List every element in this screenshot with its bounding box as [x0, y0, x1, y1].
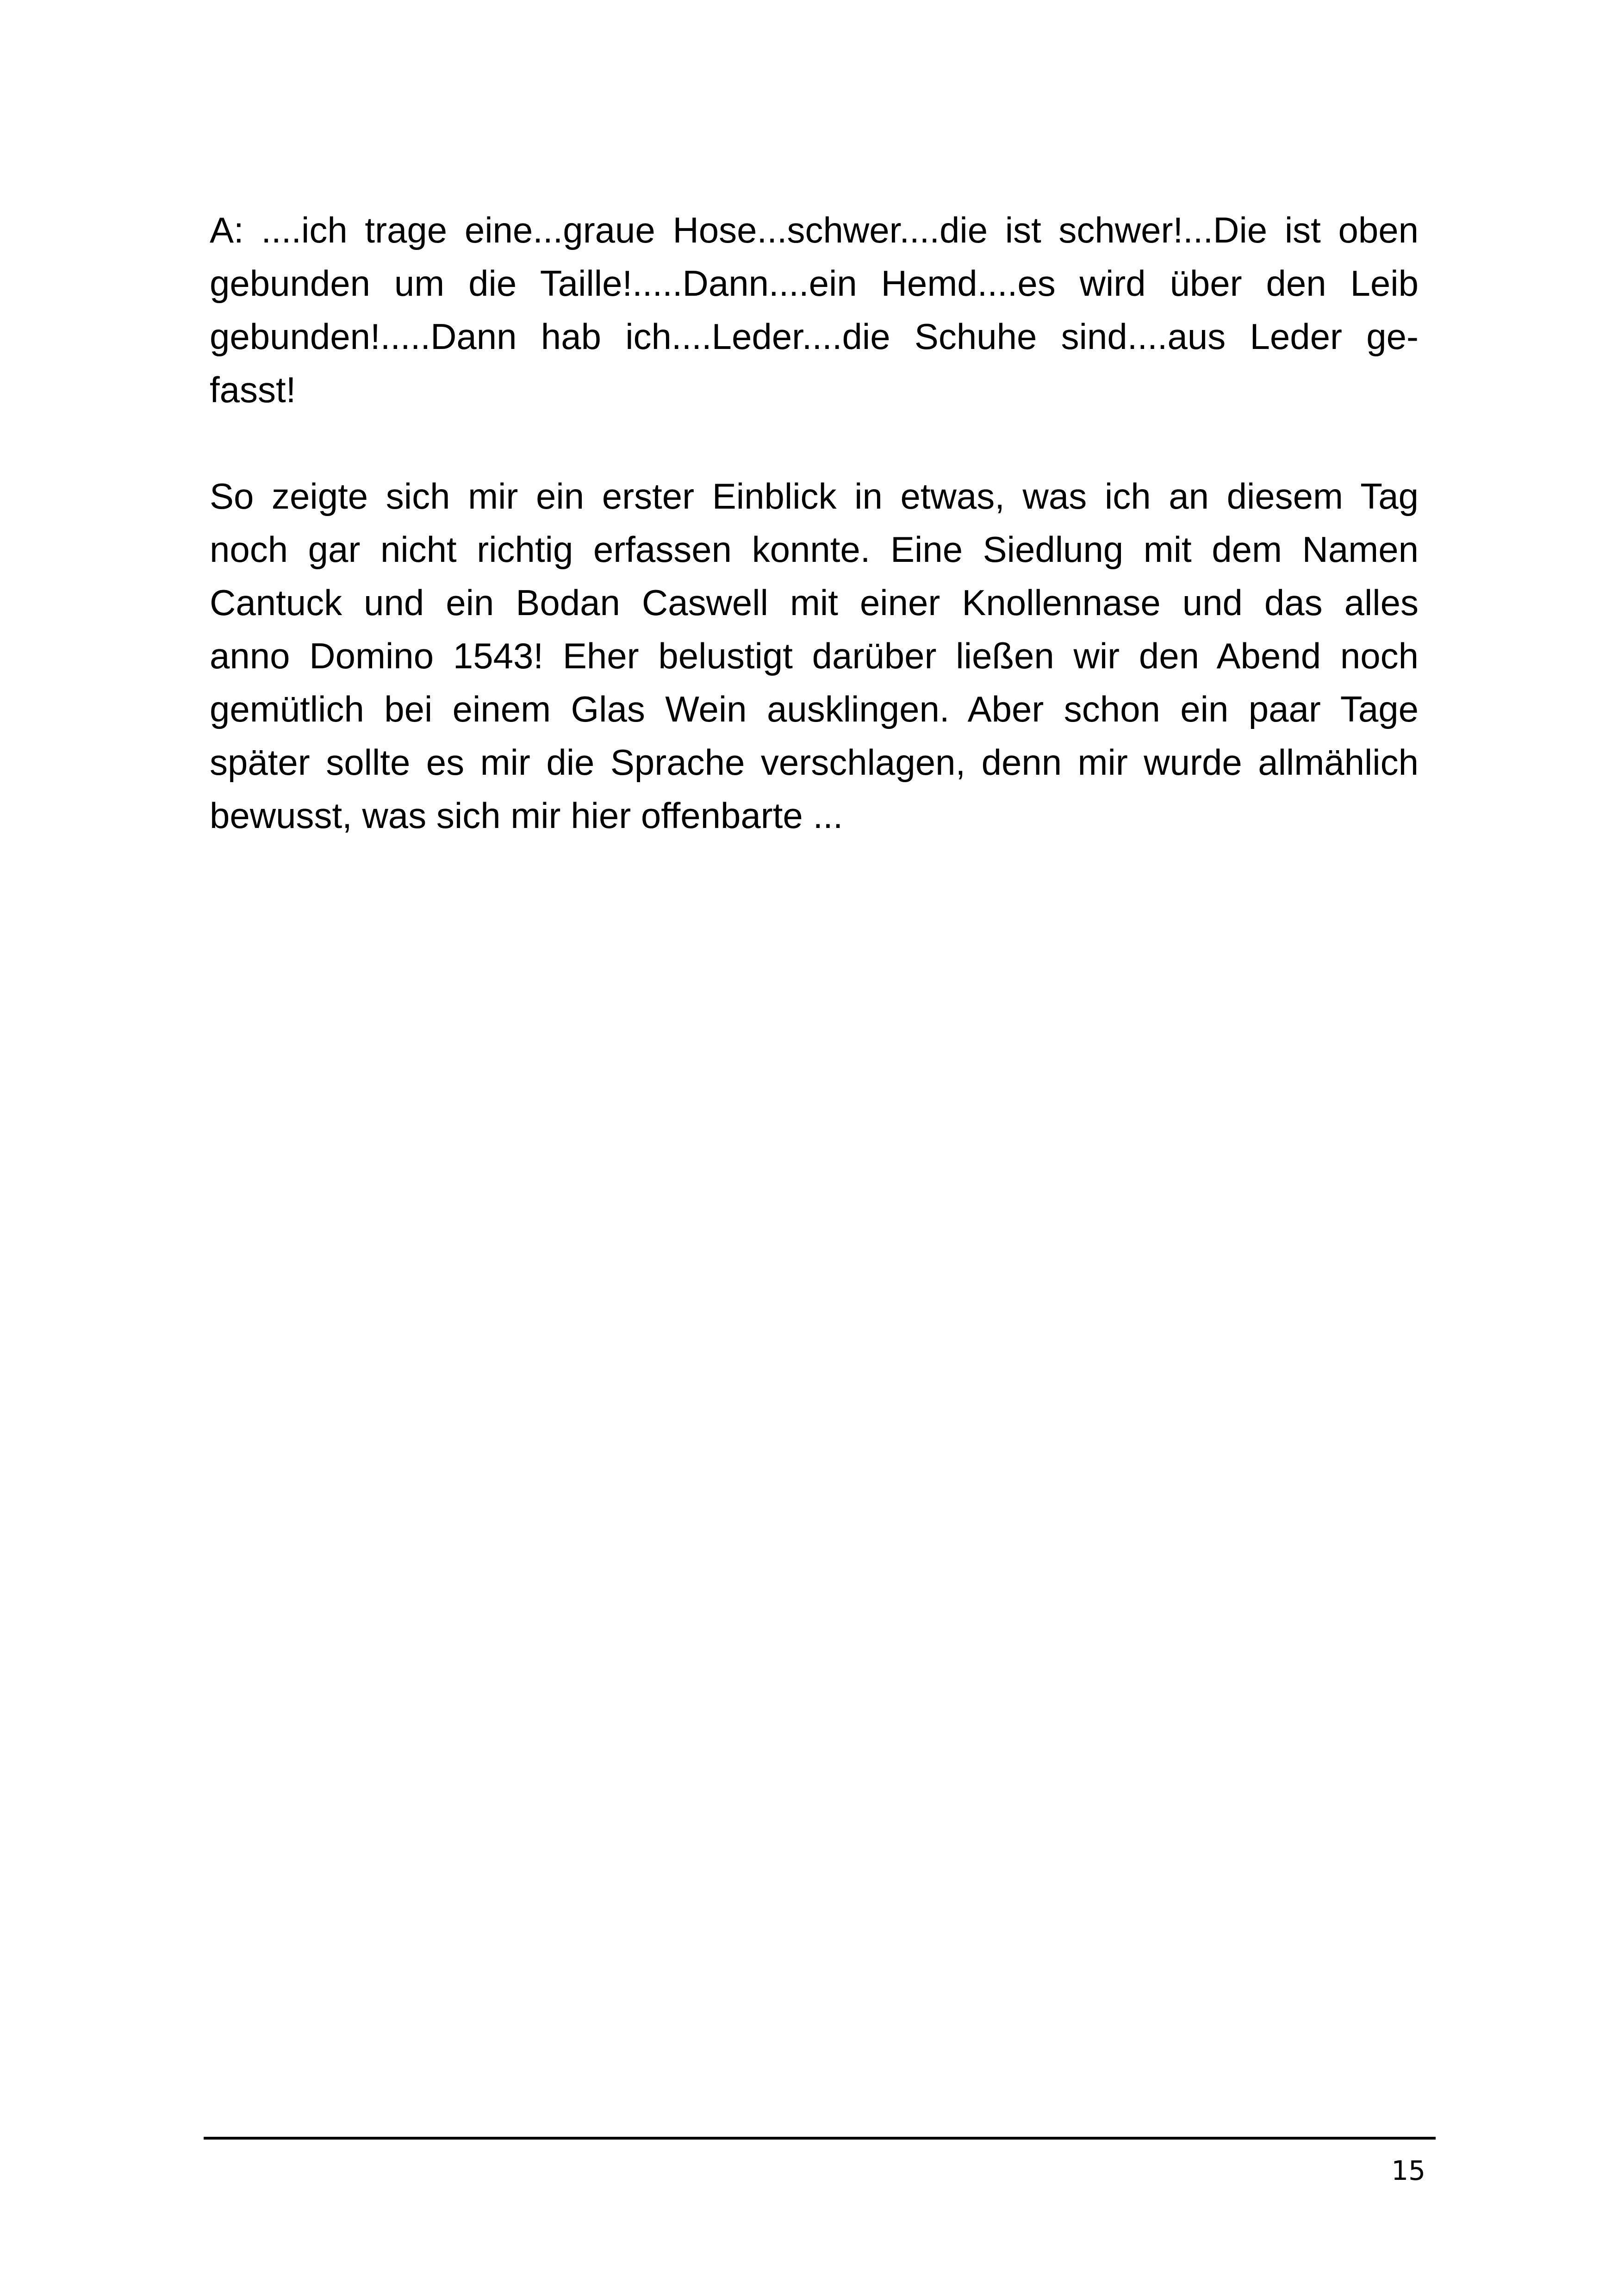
text-line: Cantuck und ein Bodan Caswell mit einer Knollennase und das alles	[210, 582, 1419, 623]
text-line: gemütlich bei einem Glas Wein ausklingen. Aber schon ein paar Tage	[210, 689, 1419, 729]
text-line: später sollte es mir die Sprache verschlagen, denn mir wurde allmählich	[210, 742, 1419, 783]
text-line: gebunden um die Taille!.....Dann....ein Hemd....es wird über den Leib	[210, 263, 1419, 304]
page-number: 15	[1391, 2155, 1425, 2186]
text-line: bewusst, was sich mir hier offenbarte ...	[210, 795, 843, 836]
text-line: noch gar nicht richtig erfassen konnte. Eine Siedlung mit dem Namen	[210, 529, 1419, 570]
text-line: fasst!	[210, 369, 296, 410]
paragraph-narrative	[210, 470, 1419, 842]
paragraph-spacer	[210, 417, 1419, 470]
text-line: gebunden!.....Dann hab ich....Leder....die Schuhe sind....aus Leder ge-	[210, 316, 1419, 357]
text-line: A: ....ich trage eine...graue Hose...schwer....die ist schwer!...Die ist oben	[210, 210, 1419, 250]
text-line: anno Domino 1543! Eher belustigt darüber ließen wir den Abend noch	[210, 635, 1419, 676]
paragraph-dialogue	[210, 204, 1419, 417]
body-text	[210, 204, 1419, 842]
text-line: So zeigte sich mir ein erster Einblick in etwas, was ich an diesem Tag	[210, 476, 1419, 516]
footer-divider	[204, 2137, 1436, 2140]
